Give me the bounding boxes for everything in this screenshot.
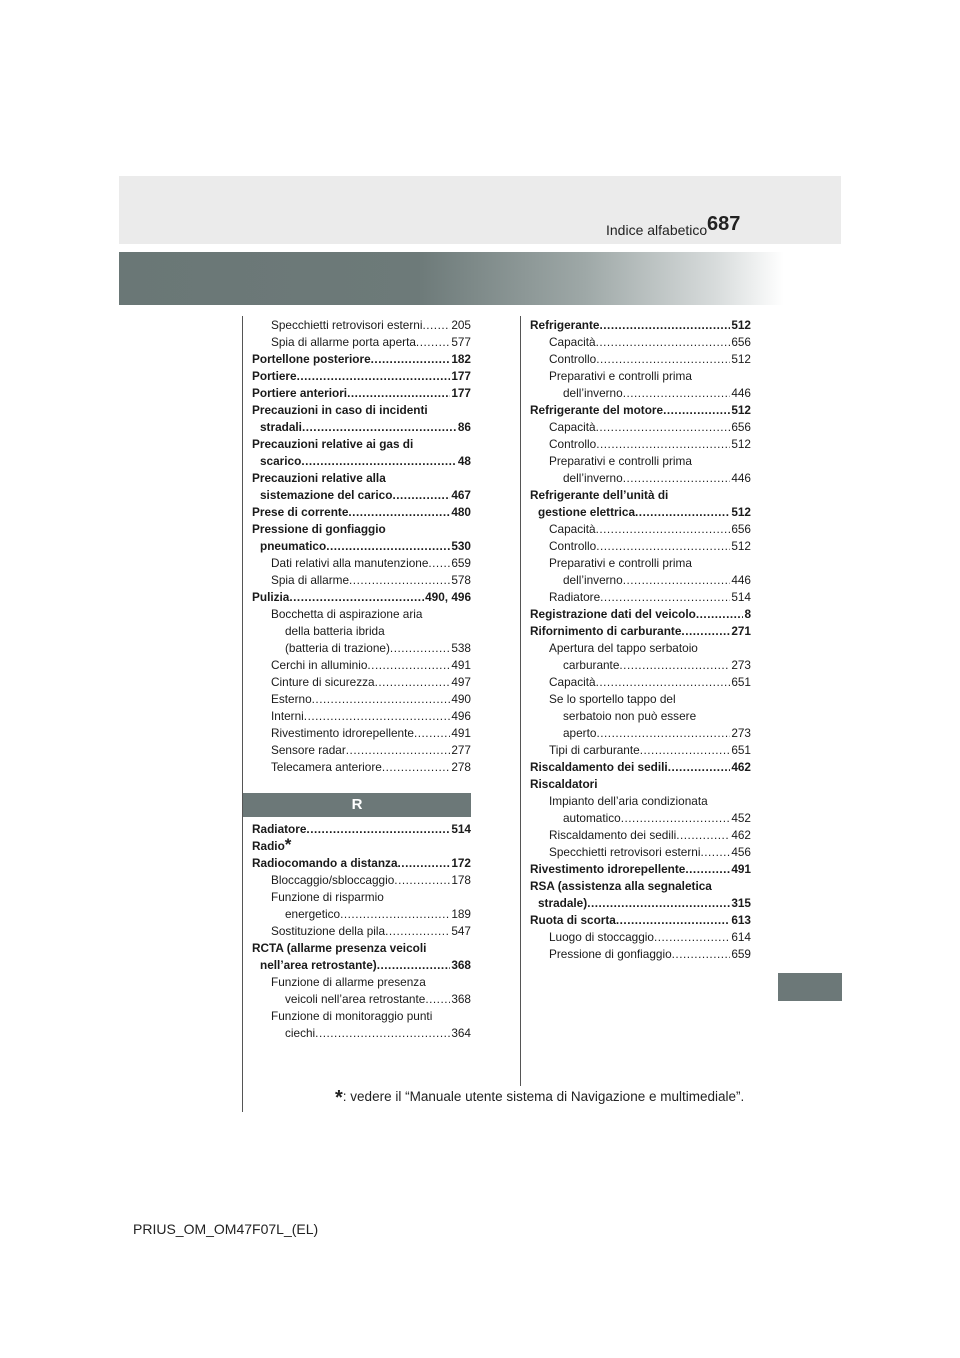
index-entry-page[interactable]: 446 (731, 386, 751, 400)
index-entry (530, 572, 751, 589)
index-entry-text: Controllo (549, 437, 597, 451)
index-entry: Radio * (252, 835, 292, 854)
index-entry-text: Funzione di risparmio (271, 890, 384, 904)
dot-leader (315, 1025, 450, 1042)
dot-leader (416, 334, 450, 351)
index-entry-text: Radiocomando a distanza (252, 856, 398, 870)
index-entry-page[interactable]: 514 (451, 822, 471, 836)
dot-leader (394, 872, 450, 889)
index-entry-text: gestione elettrica (538, 505, 636, 519)
index-entry-page[interactable]: 512 (731, 352, 751, 366)
index-entry-page[interactable]: 273 (731, 658, 751, 672)
index-entry (530, 861, 751, 878)
index-entry-text: Refrigerante del motore (530, 403, 664, 417)
index-entry-page[interactable]: 497 (451, 675, 471, 689)
index-entry (530, 640, 751, 657)
index-entry-text: Registrazione dati del veicolo (530, 607, 696, 621)
index-entry-page[interactable]: 656 (731, 522, 751, 536)
dot-leader (696, 606, 744, 623)
dot-leader (385, 923, 450, 940)
index-entry-text: Luogo di stoccaggio (549, 930, 654, 944)
dot-leader (681, 623, 730, 640)
index-entry-text: dell’inverno (563, 573, 623, 587)
index-entry-text: Esterno (271, 692, 312, 706)
dot-leader (382, 759, 450, 776)
index-entry (252, 572, 471, 589)
dot-leader (377, 957, 451, 974)
index-entry (530, 657, 751, 674)
index-column-left-top (252, 317, 471, 776)
index-entry (252, 334, 471, 351)
index-entry-page[interactable]: 512 (731, 318, 751, 332)
index-entry-text: Precauzioni relative ai gas di (252, 437, 414, 451)
dot-leader (390, 640, 450, 657)
index-entry-page[interactable]: 178 (451, 873, 471, 887)
index-entry-page[interactable]: 8 (744, 607, 751, 621)
index-entry-page[interactable]: 48 (457, 454, 471, 468)
index-entry-text: Rifornimento di carburante (530, 624, 682, 638)
index-entry-text: Cerchi in alluminio (271, 658, 368, 672)
index-entry-text: Apertura del tappo serbatoio (549, 641, 698, 655)
index-entry-page[interactable]: 577 (451, 335, 471, 349)
dot-leader (348, 504, 450, 521)
index-entry (530, 759, 751, 776)
index-entry-text: Spia di allarme porta aperta (271, 335, 416, 349)
index-entry-text: Prese di corrente (252, 505, 349, 519)
index-entry-text: RCTA (allarme presenza veicoli (252, 941, 427, 955)
index-entry-text: pneumatico (260, 539, 327, 553)
index-entry-page[interactable]: 480 (451, 505, 471, 519)
index-entry (252, 1008, 471, 1025)
index-entry-page[interactable]: 189 (451, 907, 471, 921)
index-entry (530, 827, 751, 844)
dot-leader (392, 487, 450, 504)
index-entry-text: Radio (252, 839, 285, 853)
index-entry (530, 487, 751, 504)
index-column-right (530, 317, 751, 963)
dot-leader (375, 674, 451, 691)
index-entry-page[interactable]: 512 (731, 437, 751, 451)
index-entry-text: Impianto dell’aria condizionata (549, 794, 708, 808)
index-entry (252, 368, 471, 385)
footnote (335, 1087, 744, 1110)
index-entry (252, 402, 471, 419)
dot-leader (663, 402, 730, 419)
index-entry (252, 521, 471, 538)
dot-leader (600, 317, 731, 334)
index-entry (530, 691, 751, 708)
index-entry-text: Specchietti retrovisori esterni (549, 845, 701, 859)
index-entry (530, 810, 751, 827)
index-entry-page[interactable]: 496 (451, 709, 471, 723)
dot-leader (596, 538, 730, 555)
dot-leader (596, 674, 731, 691)
dot-leader (623, 385, 731, 402)
index-entry-page[interactable]: 315 (731, 896, 751, 910)
index-entry-text: Sensore radar (271, 743, 346, 757)
index-entry (252, 640, 471, 657)
index-entry-text: Radiatore (549, 590, 601, 604)
index-entry-text: Riscaldamento dei sedili (530, 760, 668, 774)
index-entry-text: Funzione di monitoraggio punti (271, 1009, 433, 1023)
index-entry-page[interactable]: 547 (451, 924, 471, 938)
index-entry-page[interactable]: 182 (451, 352, 471, 366)
index-entry-page[interactable]: 273 (731, 726, 751, 740)
index-entry (252, 419, 471, 436)
index-entry-page[interactable]: 368 (451, 992, 471, 1006)
index-entry-page[interactable]: 512 (731, 505, 751, 519)
index-entry-page[interactable]: 446 (731, 471, 751, 485)
index-entry (252, 436, 471, 453)
index-entry (252, 940, 471, 957)
index-entry (530, 674, 751, 691)
index-entry-text: energetico (285, 907, 341, 921)
dot-leader (297, 368, 451, 385)
dot-leader (367, 657, 450, 674)
index-entry (252, 623, 471, 640)
index-entry-page[interactable]: 613 (731, 913, 751, 927)
index-entry-page[interactable]: 651 (731, 743, 751, 757)
index-entry (252, 759, 471, 776)
index-entry (530, 368, 751, 385)
dot-leader (685, 861, 730, 878)
index-entry-page[interactable]: 446 (731, 573, 751, 587)
index-entry-text: Portiere anteriori (252, 386, 348, 400)
index-entry (252, 657, 471, 674)
dot-leader (616, 912, 730, 929)
dot-leader (635, 504, 730, 521)
index-entry-page[interactable]: 172 (451, 856, 471, 870)
index-entry-text: Capacità (549, 675, 596, 689)
dot-leader (587, 895, 730, 912)
index-entry-text: Precauzioni relative alla (252, 471, 386, 485)
index-entry-text: Pulizia (252, 590, 290, 604)
section-letter-band: R (243, 793, 471, 817)
dot-leader (304, 708, 451, 725)
index-entry-text: Portellone posteriore (252, 352, 371, 366)
index-entry-page[interactable]: 578 (451, 573, 471, 587)
index-entry-text: sistemazione del carico (260, 488, 393, 502)
index-entry-page[interactable]: 512 (731, 539, 751, 553)
index-entry-page[interactable]: 177 (451, 369, 471, 383)
index-entry-text: aperto (563, 726, 597, 740)
index-entry-text: Se lo sportello tappo del (549, 692, 676, 706)
index-entry-page[interactable]: 278 (451, 760, 471, 774)
index-entry (530, 606, 751, 623)
dot-leader (596, 419, 731, 436)
index-entry (252, 974, 471, 991)
index-entry-text: stradale) (538, 896, 588, 910)
index-entry-text: serbatoio non può essere (563, 709, 697, 723)
index-entry-text: RSA (assistenza alla segnaletica (530, 879, 712, 893)
index-entry (252, 606, 471, 623)
index-entry-text: Interni (271, 709, 304, 723)
index-entry-text: Bloccaggio/sbloccaggio (271, 873, 395, 887)
index-entry (252, 691, 471, 708)
index-entry-page[interactable]: 659 (451, 556, 471, 570)
index-entry-page[interactable]: 364 (451, 1026, 471, 1040)
dot-leader (340, 906, 450, 923)
dot-leader (621, 810, 731, 827)
index-entry (252, 589, 471, 606)
index-entry (530, 776, 751, 793)
index-entry (252, 708, 471, 725)
index-entry-page[interactable]: 656 (731, 335, 751, 349)
index-entry-text: (batteria di trazione) (285, 641, 390, 655)
dot-leader (676, 827, 730, 844)
center-column-rule (520, 316, 521, 1086)
index-entry-page[interactable]: 462 (731, 828, 751, 842)
index-entry-text: Bocchetta di aspirazione aria (271, 607, 423, 621)
index-entry-text: Portiere (252, 369, 297, 383)
index-entry (530, 385, 751, 402)
dot-leader (398, 855, 451, 872)
index-entry (530, 623, 751, 640)
index-entry (530, 589, 751, 606)
index-entry-page[interactable]: 491 (451, 726, 471, 740)
index-entry-page[interactable]: 490, 496 (425, 590, 471, 604)
index-entry (530, 317, 751, 334)
index-entry (530, 895, 751, 912)
index-entry (530, 453, 751, 470)
index-entry-text: Pressione di gonfiaggio (252, 522, 386, 536)
index-entry-text: Refrigerante (530, 318, 600, 332)
index-entry-text: Preparativi e controlli prima (549, 454, 692, 468)
index-entry-text: Riscaldatori (530, 777, 598, 791)
index-entry (530, 878, 751, 895)
index-entry (252, 555, 471, 572)
index-entry-page[interactable]: 177 (451, 386, 471, 400)
index-entry (252, 453, 471, 470)
index-entry-page[interactable]: 490 (451, 692, 471, 706)
index-entry-text: dell’inverno (563, 471, 623, 485)
index-entry (530, 521, 751, 538)
index-entry (530, 555, 751, 572)
index-entry (252, 351, 471, 368)
dot-leader (623, 572, 731, 589)
index-entry-text: Cinture di sicurezza (271, 675, 375, 689)
index-entry (252, 923, 471, 940)
dot-leader (371, 351, 451, 368)
index-entry-text: ciechi (285, 1026, 316, 1040)
index-entry (530, 946, 751, 963)
index-entry (252, 538, 471, 555)
index-entry-text: Controllo (549, 539, 597, 553)
index-entry-page[interactable]: 368 (451, 958, 471, 972)
index-entry-page[interactable]: 271 (731, 624, 751, 638)
index-entry-text: stradali (260, 420, 302, 434)
index-entry-page[interactable]: 656 (731, 420, 751, 434)
index-entry (252, 1025, 471, 1042)
dot-leader (302, 419, 457, 436)
page-number: 687 (707, 213, 741, 235)
dot-leader (312, 691, 451, 708)
dot-leader (672, 946, 731, 963)
dot-leader (347, 385, 450, 402)
index-entry-page[interactable]: 491 (451, 658, 471, 672)
dot-leader (346, 742, 451, 759)
index-entry (252, 725, 471, 742)
index-column-left-bottom (252, 821, 471, 1042)
index-entry-text: Telecamera anteriore (271, 760, 382, 774)
dot-leader (640, 742, 731, 759)
index-entry-text: Capacità (549, 522, 596, 536)
index-entry (530, 470, 751, 487)
dot-leader (600, 589, 730, 606)
index-entry-text: carburante (563, 658, 620, 672)
index-entry-text: nell’area retrostante) (260, 958, 377, 972)
dot-leader (623, 470, 731, 487)
dot-leader (668, 759, 731, 776)
index-entry (530, 793, 751, 810)
dot-leader (619, 657, 730, 674)
index-entry-text: Rivestimento idrorepellente (271, 726, 414, 740)
index-entry-text: dell’inverno (563, 386, 623, 400)
index-entry (530, 402, 751, 419)
index-entry-page[interactable]: 456 (731, 845, 751, 859)
index-entry-text: Specchietti retrovisori esterni (271, 318, 423, 332)
dot-leader (326, 538, 450, 555)
index-entry-text: Tipi di carburante (549, 743, 640, 757)
dot-leader (596, 334, 731, 351)
index-entry (530, 436, 751, 453)
index-entry-page[interactable]: 614 (731, 930, 751, 944)
dot-leader (428, 555, 450, 572)
index-entry (252, 317, 471, 334)
index-entry (252, 385, 471, 402)
document-code: PRIUS_OM_OM47F07L_(EL) (133, 1221, 319, 1237)
index-entry (252, 906, 471, 923)
index-entry-page[interactable]: 467 (451, 488, 471, 502)
index-entry-text: Preparativi e controlli prima (549, 369, 692, 383)
index-entry-text: scarico (260, 454, 302, 468)
index-entry (530, 351, 751, 368)
index-entry-page[interactable]: 491 (731, 862, 751, 876)
index-entry-text: Refrigerante dell’unità di (530, 488, 669, 502)
dot-leader (596, 351, 730, 368)
index-entry (252, 742, 471, 759)
index-entry (252, 855, 471, 872)
dot-leader (654, 929, 730, 946)
index-entry (252, 487, 471, 504)
index-entry-page[interactable]: 530 (451, 539, 471, 553)
dot-leader (301, 453, 457, 470)
index-entry-text: Rivestimento idrorepellente (530, 862, 686, 876)
index-entry (252, 470, 471, 487)
index-entry (530, 334, 751, 351)
footnote-mark: * (335, 1087, 343, 1109)
index-entry-page[interactable]: 659 (731, 947, 751, 961)
index-entry-text: Funzione di allarme presenza (271, 975, 426, 989)
index-entry (252, 889, 471, 906)
index-entry-text: automatico (563, 811, 621, 825)
dot-leader (596, 521, 731, 538)
header-title: Indice alfabetico (606, 222, 708, 238)
index-entry-page[interactable]: 514 (731, 590, 751, 604)
index-entry-page[interactable]: 651 (731, 675, 751, 689)
index-entry-text: Preparativi e controlli prima (549, 556, 692, 570)
dot-leader (700, 844, 730, 861)
index-entry (530, 742, 751, 759)
index-entry-page[interactable]: 462 (731, 760, 751, 774)
dot-leader (596, 725, 730, 742)
index-entry-text: Riscaldamento dei sedili (549, 828, 677, 842)
dot-leader (422, 317, 450, 334)
index-entry (252, 674, 471, 691)
index-entry-text: della batteria ibrida (285, 624, 385, 638)
index-entry (252, 991, 471, 1008)
index-entry (530, 912, 751, 929)
index-entry-text: veicoli nell’area retrostante (285, 992, 426, 1006)
index-entry (530, 538, 751, 555)
index-entry (530, 708, 751, 725)
dot-leader (596, 436, 730, 453)
index-entry-text: Capacità (549, 335, 596, 349)
dot-leader (425, 991, 450, 1008)
footnote-text: : vedere il “Manuale utente sistema di Navigazione e multimediale”. (342, 1089, 745, 1104)
index-entry-text: Spia di allarme (271, 573, 350, 587)
decorative-gradient-bar (119, 252, 784, 305)
index-entry-page[interactable]: 277 (451, 743, 471, 757)
index-entry (252, 872, 471, 889)
index-entry-page[interactable]: 538 (451, 641, 471, 655)
index-entry (252, 957, 471, 974)
index-entry (530, 419, 751, 436)
index-entry (530, 929, 751, 946)
index-entry (530, 504, 751, 521)
index-entry (252, 504, 471, 521)
index-entry-text: Capacità (549, 420, 596, 434)
index-entry-page[interactable]: 86 (457, 420, 471, 434)
index-entry-text: Ruota di scorta (530, 913, 616, 927)
left-column-rule (242, 316, 243, 1112)
chapter-side-tab (778, 973, 842, 1001)
index-entry (530, 844, 751, 861)
index-entry-page[interactable]: 452 (731, 811, 751, 825)
dot-leader (349, 572, 450, 589)
index-entry-page[interactable]: 205 (451, 318, 471, 332)
index-entry-text: Sostituzione della pila (271, 924, 386, 938)
index-entry-text: Pressione di gonfiaggio (549, 947, 672, 961)
dot-leader (414, 725, 450, 742)
index-entry (530, 725, 751, 742)
index-entry-text: Controllo (549, 352, 597, 366)
index-entry-page[interactable]: 512 (731, 403, 751, 417)
dot-leader (289, 589, 424, 606)
index-entry-text: Radiatore (252, 822, 307, 836)
index-entry-text: Precauzioni in caso di incidenti (252, 403, 428, 417)
dot-leader (306, 821, 450, 838)
index-entry-text: Dati relativi alla manutenzione (271, 556, 429, 570)
